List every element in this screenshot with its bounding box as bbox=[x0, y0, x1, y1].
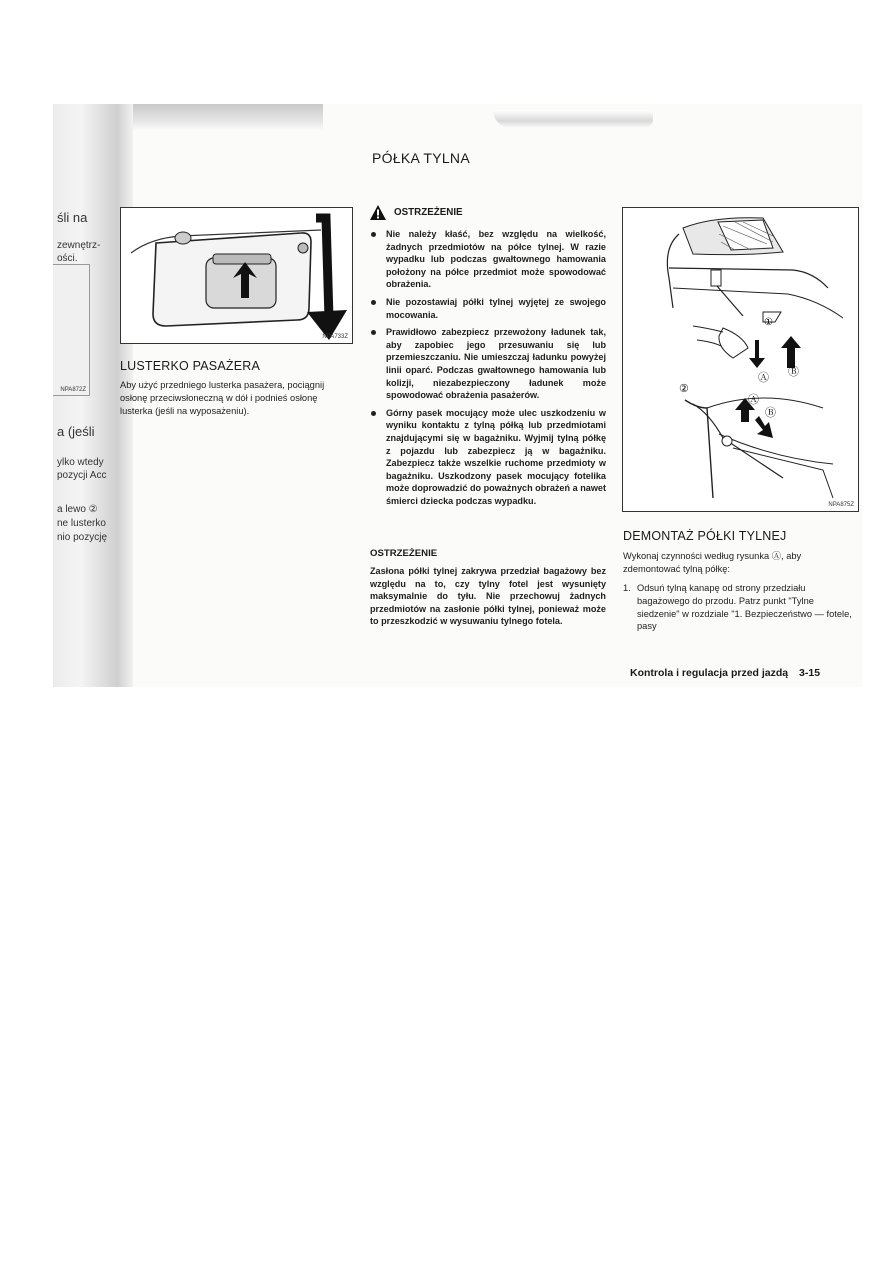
warning-item bbox=[370, 228, 606, 291]
warning-item-text: Nie należy kłaść, bez względu na wielkość, żadnych przedmiotów na półce tylnej. W razie wypadku lub podczas gwałtownego hamowania położony na półce przedmiot może spowodować obrażenia. bbox=[386, 229, 606, 290]
warning-item bbox=[370, 407, 606, 508]
figure-label-b: Ⓑ bbox=[765, 407, 776, 419]
warning-item-text: Prawidłowo zabezpiecz przewożony ładunek tak, aby zapobiec jego przesuwaniu się lub przemieszczaniu. Nie umieszczaj ładunku powyżej linii oparć. Podczas gwałtownego hamowania lub kolizji, niezabezpieczony ładunek może spowodować obrażenia pasażerów. bbox=[386, 327, 606, 401]
left-fragment-text: a lewo ② bbox=[57, 504, 98, 515]
left-fragment-text: pozycji Acc bbox=[57, 470, 107, 481]
figure-code: NPA875Z bbox=[828, 502, 854, 508]
removal-heading: DEMONTAŻ PÓŁKI TYLNEJ bbox=[623, 529, 787, 543]
warning2-heading: OSTRZEŻENIE bbox=[370, 548, 438, 559]
left-page-fragment bbox=[53, 134, 113, 674]
step-text: Odsuń tylną kanapę od strony przedziału bagażowego do przodu. Patrz punkt "Tylne siedzenie" w rozdziale "1. Bezpieczeństwo — fotele, pasy bbox=[637, 583, 852, 632]
warning-heading: OSTRZEŻENIE bbox=[394, 207, 463, 218]
page-footer bbox=[630, 667, 820, 679]
sun-visor-illustration bbox=[121, 208, 352, 343]
bullet-icon bbox=[371, 232, 376, 237]
figure-code: NPA733Z bbox=[322, 334, 348, 340]
footer-chapter: Kontrola i regulacja przed jazdą bbox=[630, 667, 789, 679]
warning-item bbox=[370, 296, 606, 321]
warning-list bbox=[370, 228, 606, 512]
left-fragment-text: nio pozycję bbox=[57, 532, 108, 543]
figure-label-2: ② bbox=[679, 383, 689, 395]
sun-visor-mirror-figure bbox=[120, 207, 353, 344]
figure-label-a: Ⓐ bbox=[758, 372, 769, 384]
scan-edge-highlight bbox=[493, 110, 653, 128]
left-fragment-text: śli na bbox=[57, 210, 88, 225]
warning-item-text: Górny pasek mocujący może ulec uszkodzeniu w wyniku kontaktu z tylną półką lub przedmiotami znajdującymi się w bagażniku. Wyjmij tylną półkę z pojazdu lub zabezpiecz ją w bagażniku. Zabezpiecz także wszelkie ruchome przedmioty w bagażniku. Uszkodzony pasek mocujący fotelika może doprowadzić do poważnych obrażeń a nawet śmierci dziecka podczas wypadku. bbox=[386, 407, 606, 506]
warning-item-text: Nie pozostawiaj półki tylnej wyjętej ze swojego mocowania. bbox=[386, 296, 606, 320]
removal-step bbox=[623, 582, 859, 633]
page-title: PÓŁKA TYLNA bbox=[372, 150, 470, 166]
left-fragment-figure bbox=[53, 264, 90, 396]
figure-label-a: Ⓐ bbox=[748, 394, 759, 406]
figure-code: NPA872Z bbox=[60, 387, 86, 393]
warning-heading-row bbox=[370, 205, 463, 220]
warning-item bbox=[370, 326, 606, 402]
figure-label: ① bbox=[764, 317, 773, 328]
shelf-removal-illustration bbox=[623, 208, 858, 511]
removal-intro: Wykonaj czynności według rysunka Ⓐ, aby zdemontować tylną półkę: bbox=[623, 551, 802, 574]
left-fragment-text: ości. bbox=[57, 253, 78, 264]
bullet-icon bbox=[371, 300, 376, 305]
left-fragment-text: a (jeśli bbox=[57, 424, 95, 439]
warning2-body: Zasłona półki tylnej zakrywa przedział bagażowy bez względu na to, czy tylny fotel jest wysunięty maksymalnie do tyłu. Nie przechowuj żadnych przedmiotów na zasłonie półki tylnej, ponieważ może to przeszkodzić w wysuwaniu tylnego fotela. bbox=[370, 566, 606, 627]
figure-label-b: Ⓑ bbox=[788, 366, 799, 378]
bullet-icon bbox=[371, 411, 376, 416]
step-number: 1. bbox=[623, 583, 631, 593]
mirror-body: Aby użyć przedniego lusterka pasażera, pociągnij osłonę przeciwsłoneczną w dół i podnieś osłonę lusterka (jeśli na wyposażeniu). bbox=[120, 380, 325, 416]
mirror-heading: LUSTERKO PASAŻERA bbox=[120, 359, 261, 373]
left-fragment-text: ylko wtedy bbox=[57, 457, 104, 468]
bullet-icon bbox=[371, 330, 376, 335]
warning-triangle-icon bbox=[370, 205, 386, 220]
left-fragment-text: ne lusterko bbox=[57, 518, 106, 529]
page-number: 3-15 bbox=[799, 667, 821, 679]
shelf-removal-figure bbox=[622, 207, 859, 512]
left-fragment-text: zewnętrz- bbox=[57, 240, 101, 251]
